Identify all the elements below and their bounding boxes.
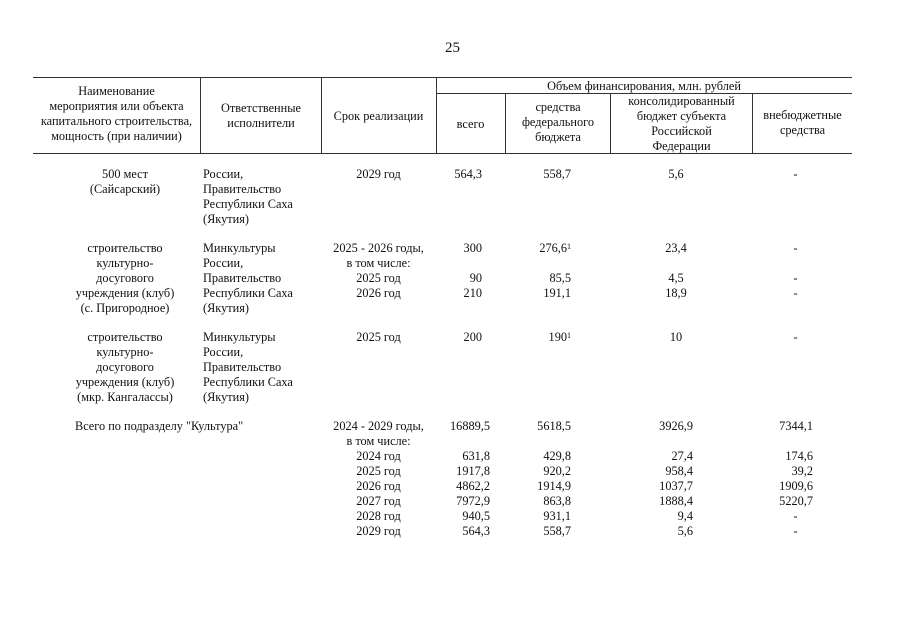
- summary-federal: 920,2: [543, 464, 571, 478]
- summary-regional: 27,4: [671, 449, 693, 463]
- summary-total: 940,5: [462, 509, 490, 523]
- row-extrabudget: -: [793, 286, 798, 300]
- summary-period: 2026 год: [356, 479, 401, 493]
- row-period: в том числе:: [346, 256, 411, 270]
- header-total: всего: [456, 117, 485, 131]
- summary-regional: 1037,7: [659, 479, 693, 493]
- summary-period: 2025 год: [356, 464, 401, 478]
- row-period: 2025 год: [356, 330, 401, 344]
- row-extrabudget: -: [793, 271, 798, 285]
- summary-period: в том числе:: [346, 434, 411, 448]
- row-executors: России, Правительство Республики Саха (Якутия): [203, 167, 293, 226]
- summary-federal: 1914,9: [537, 479, 571, 493]
- row-regional: 10: [669, 330, 683, 344]
- summary-total: 16889,5: [450, 419, 490, 433]
- table-top-rule: [33, 77, 852, 78]
- summary-extrabudget: 1909,6: [779, 479, 813, 493]
- row-period: 2029 год: [356, 167, 401, 181]
- row-executors: Минкультуры России, Правительство Республики Саха (Якутия): [203, 330, 293, 404]
- row-executors: Минкультуры России, Правительство Республики Саха (Якутия): [203, 241, 293, 315]
- row-extrabudget: -: [793, 241, 798, 255]
- footnote-marker: 1: [567, 242, 571, 251]
- row-total: 200: [463, 330, 482, 344]
- header-federal: средства федерального бюджета: [521, 100, 595, 144]
- row-regional: 4,5: [668, 271, 684, 285]
- summary-total: 564,3: [462, 524, 490, 538]
- summary-extrabudget: 7344,1: [779, 419, 813, 433]
- header-financing-group: Объем финансирования, млн. рублей: [547, 79, 741, 93]
- summary-period: 2024 год: [356, 449, 401, 463]
- row-total: 300: [463, 241, 482, 255]
- summary-regional: 3926,9: [659, 419, 693, 433]
- row-federal: 85,5: [549, 271, 571, 285]
- header-executors: Ответственные исполнители: [221, 101, 301, 130]
- row-period: 2025 год: [356, 271, 401, 285]
- row-total: 210: [463, 286, 482, 300]
- row-extrabudget: -: [793, 167, 798, 181]
- summary-period: 2024 - 2029 годы,: [333, 419, 424, 433]
- row-regional: 23,4: [665, 241, 687, 255]
- summary-total: 7972,9: [456, 494, 490, 508]
- row-federal: 191,1: [543, 286, 571, 300]
- summary-period: 2029 год: [356, 524, 401, 538]
- row-name: строительство культурно- досугового учреждения (клуб) (с. Пригородное): [75, 241, 175, 315]
- header-name: Наименование мероприятия или объекта капитального строительства, мощность (при наличии): [40, 84, 193, 143]
- page-number: 25: [445, 40, 460, 56]
- summary-regional: 958,4: [665, 464, 693, 478]
- row-name: 500 мест (Сайсарский): [89, 167, 161, 196]
- row-total: 564,3: [454, 167, 482, 181]
- summary-federal: 558,7: [543, 524, 571, 538]
- row-regional: 18,9: [665, 286, 687, 300]
- summary-extrabudget: -: [793, 524, 798, 538]
- summary-total: 1917,8: [456, 464, 490, 478]
- summary-total: 631,8: [462, 449, 490, 463]
- row-period: 2026 год: [356, 286, 401, 300]
- row-extrabudget: -: [793, 330, 798, 344]
- summary-total: 4862,2: [456, 479, 490, 493]
- summary-period: 2028 год: [356, 509, 401, 523]
- footnote-marker: 1: [567, 331, 571, 340]
- summary-extrabudget: -: [793, 509, 798, 523]
- summary-regional: 9,4: [677, 509, 693, 523]
- summary-extrabudget: 5220,7: [779, 494, 813, 508]
- summary-federal: 931,1: [543, 509, 571, 523]
- summary-extrabudget: 39,2: [791, 464, 813, 478]
- row-regional: 5,6: [668, 167, 684, 181]
- summary-federal: 429,8: [543, 449, 571, 463]
- header-extrabudget: внебюджетные средства: [763, 108, 842, 137]
- col-divider: [200, 77, 201, 153]
- summary-period: 2027 год: [356, 494, 401, 508]
- row-federal: 558,7: [543, 167, 571, 181]
- summary-federal: 5618,5: [537, 419, 571, 433]
- summary-regional: 1888,4: [659, 494, 693, 508]
- summary-label: Всего по подразделу "Культура": [75, 419, 244, 433]
- summary-extrabudget: 174,6: [785, 449, 813, 463]
- header-regional: консолидированный бюджет субъекта Российской Федерации: [628, 94, 735, 153]
- header-period: Срок реализации: [333, 109, 424, 123]
- summary-regional: 5,6: [677, 524, 693, 538]
- summary-federal: 863,8: [543, 494, 571, 508]
- row-period: 2025 - 2026 годы,: [333, 241, 424, 255]
- row-federal: 276,6$^1$: [539, 241, 571, 255]
- row-total: 90: [469, 271, 482, 285]
- row-federal: $190^1$: [548, 330, 571, 344]
- row-name: строительство культурно- досугового учреждения (клуб) (мкр. Кангалассы): [75, 330, 175, 404]
